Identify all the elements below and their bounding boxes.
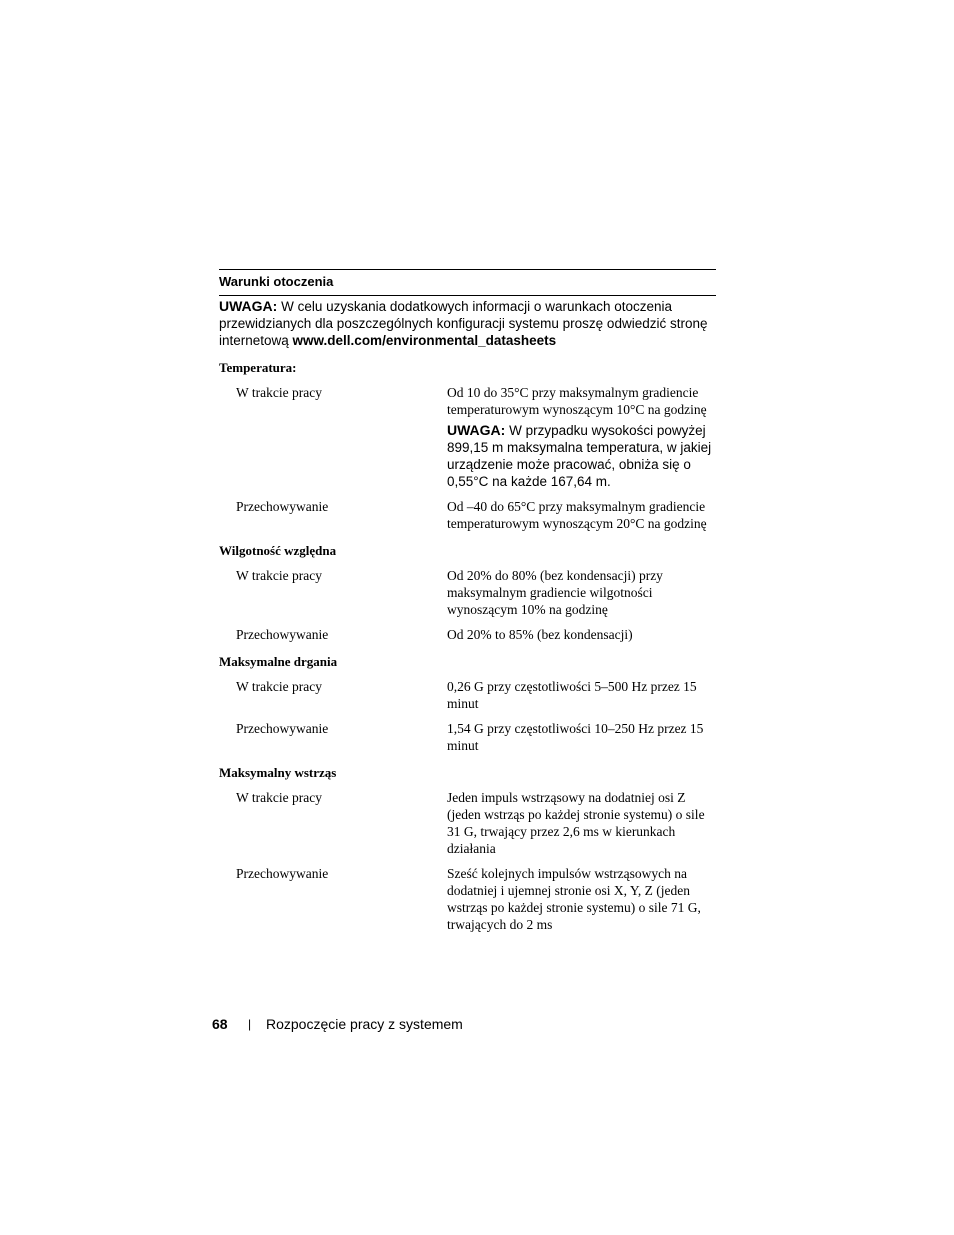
temperature-operating-row (219, 384, 716, 490)
page-footer (212, 1015, 463, 1033)
note-url: www.dell.com/environmental_datasheets (292, 333, 557, 348)
temperature-note-label: UWAGA: (447, 422, 506, 438)
humidity-storage-value: Od 20% to 85% (bez kondensacji) (447, 627, 633, 642)
humidity-operating-value: Od 20% do 80% (bez kondensacji) przy maksymalnym gradiencie wilgotności wynoszącym 10% na godzinę (447, 568, 663, 617)
vibration-operating-value: 0,26 G przy częstotliwości 5–500 Hz przez 15 minut (447, 679, 697, 711)
shock-storage-row (219, 865, 716, 933)
temperature-storage-row (219, 498, 716, 532)
shock-operating-row (219, 789, 716, 857)
shock-storage-value: Sześć kolejnych impulsów wstrząsowych na dodatniej i ujemnej stronie osi X, Y, Z (jeden wstrząs po każdej stronie systemu) o sile 71 G, trwających do 2 ms (447, 866, 701, 932)
note-text: W celu uzyskania dodatkowych informacji o warunkach otoczenia przewidzianych dla poszczególnych konfiguracji systemu proszę odwiedzić stronę internetową (219, 299, 708, 348)
humidity-title: Wilgotność względna (219, 543, 337, 558)
shock-title: Maksymalny wstrząs (219, 765, 337, 780)
shock-storage-label: Przechowywanie (236, 866, 329, 881)
note-block (219, 296, 716, 349)
shock-operating-value: Jeden impuls wstrząsowy na dodatniej osi Z (jeden wstrząs po każdej stronie systemu) o sile 31 G, trwający przez 2,6 ms w kierunkach działania (447, 790, 705, 856)
vibration-title: Maksymalne drgania (219, 654, 338, 669)
temperature-title: Temperatura: (219, 360, 297, 375)
vibration-operating-row (219, 678, 716, 712)
page-number: 68 (212, 1016, 228, 1032)
humidity-storage-label: Przechowywanie (236, 627, 329, 642)
shock-operating-label: W trakcie pracy (236, 790, 322, 805)
temperature-note-text: W przypadku wysokości powyżej 899,15 m maksymalna temperatura, w jakiej urządzenie może pracować, obniża się o 0,55°C na każde 167,64 m. (447, 423, 712, 489)
vibration-storage-row (219, 720, 716, 754)
temperature-operating-label: W trakcie pracy (236, 385, 322, 400)
temperature-operating-cell (447, 384, 716, 490)
vibration-storage-value: 1,54 G przy częstotliwości 10–250 Hz przez 15 minut (447, 721, 704, 753)
temperature-operating-value: Od 10 do 35°C przy maksymalnym gradiencie temperaturowym wynoszącym 10°C na godzinę (447, 385, 707, 417)
note-label: UWAGA: (219, 298, 278, 314)
vibration-operating-label: W trakcie pracy (236, 679, 322, 694)
temperature-storage-value: Od –40 do 65°C przy maksymalnym gradiencie temperaturowym wynoszącym 20°C na godzinę (447, 499, 707, 531)
temperature-storage-label: Przechowywanie (236, 499, 329, 514)
temperature-note (447, 422, 716, 490)
chapter-title: Rozpoczęcie pracy z systemem (266, 1016, 463, 1032)
vibration-storage-label: Przechowywanie (236, 721, 329, 736)
spec-table (219, 269, 716, 933)
section-title: Warunki otoczenia (219, 274, 334, 289)
footer-separator: | (248, 1017, 252, 1031)
humidity-storage-row (219, 626, 716, 643)
humidity-operating-row (219, 567, 716, 618)
humidity-operating-label: W trakcie pracy (236, 568, 322, 583)
